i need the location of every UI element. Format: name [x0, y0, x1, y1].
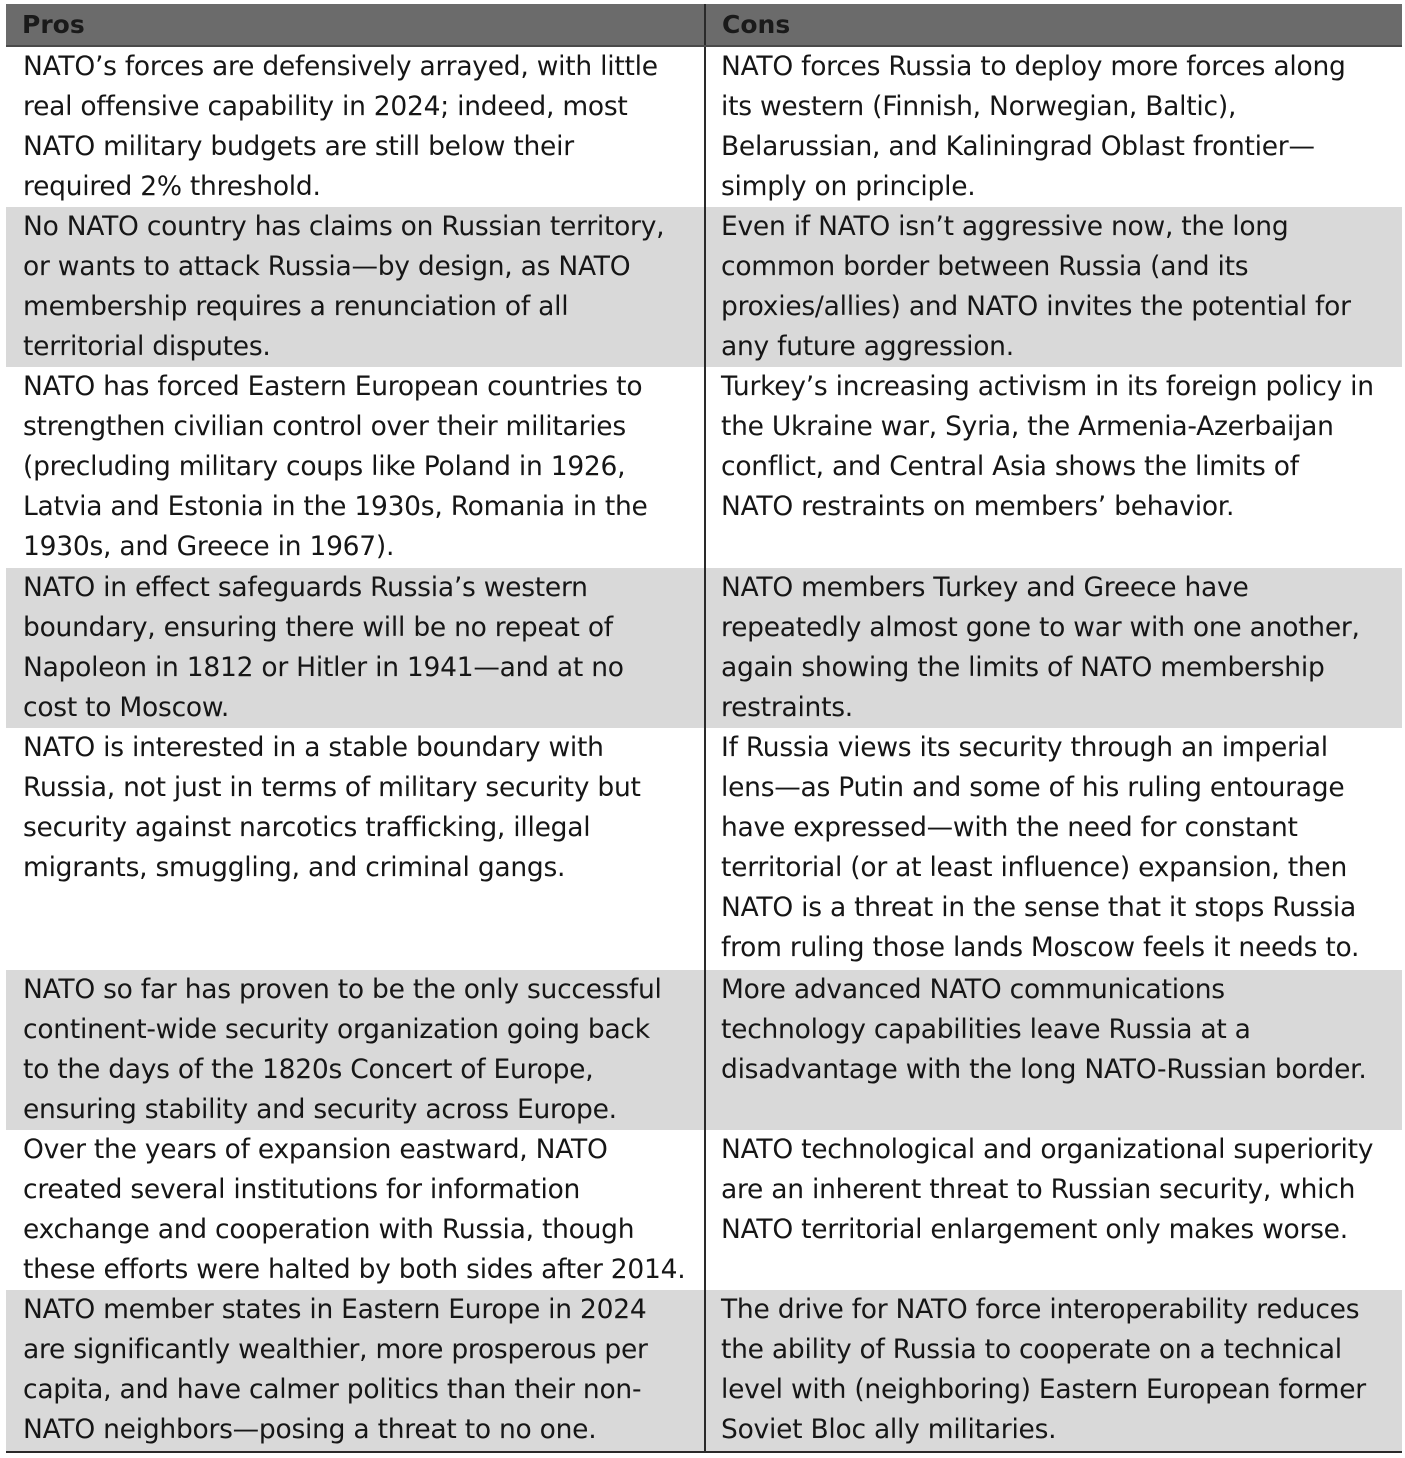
table-row: [6, 568, 1402, 728]
pro-cell: NATO so far has proven to be the only successful continent-wide security organization going back to the days of the 1820s Concert of Europe, ensuring stability and security across Europe.: [6, 970, 705, 1130]
table-row: [6, 367, 1402, 568]
pro-cell: Over the years of expansion eastward, NATO created several institutions for information exchange and cooperation with Russia, though these efforts were halted by both sides after 2014.: [23, 1134, 686, 1285]
con-cell: More advanced NATO communications technology capabilities leave Russia at a disadvantage with the long NATO-Russian border.: [705, 970, 1402, 1130]
con-cell: Turkey’s increasing activism in its foreign policy in the Ukraine war, Syria, the Armenia-Azerbaijan conflict, and Central Asia shows the limits of NATO restraints on members’ behavior.: [705, 367, 1402, 568]
con-cell: Even if NATO isn’t aggressive now, the long common border between Russia (and its proxies/allies) and NATO invites the potential for any future aggression.: [705, 207, 1402, 367]
table-row: [6, 970, 1402, 1130]
table-row: [6, 1290, 1402, 1452]
pro-cell: NATO in effect safeguards Russia’s western boundary, ensuring there will be no repeat of Napoleon in 1812 or Hitler in 1941—and at no cost to Moscow.: [6, 568, 705, 728]
con-cell: If Russia views its security through an imperial lens—as Putin and some of his ruling entourage have expressed—with the need for constant territorial (or at least influence) expansion, then NATO is a threat in the sense that it stops Russia from ruling those lands Moscow feels it needs to.: [705, 728, 1402, 970]
pros-cons-table: [6, 4, 1402, 1453]
pro-cell: NATO’s forces are defensively arrayed, with little real offensive capability in 2024; indeed, most NATO military budgets are still below their required 2% threshold.: [23, 51, 658, 202]
table-row: [6, 46, 1402, 207]
con-cell: NATO technological and organizational superiority are an inherent threat to Russian security, which NATO territorial enlargement only makes worse.: [705, 1130, 1402, 1290]
pro-cell: NATO has forced Eastern European countries to strengthen civilian control over their militaries (precluding military coups like Poland in 1926, Latvia and Estonia in the 1930s, Romania in the 1930s, and Greece in 1967).: [23, 371, 648, 562]
table-row: [6, 728, 1402, 970]
pro-cell: No NATO country has claims on Russian territory, or wants to attack Russia—by design, as NATO membership requires a renunciation of all territorial disputes.: [6, 207, 705, 367]
header-row: [6, 4, 1402, 46]
table-row: [6, 207, 1402, 367]
pros-header: Pros: [6, 4, 705, 46]
pro-cell: NATO is interested in a stable boundary with Russia, not just in terms of military security but security against narcotics trafficking, illegal migrants, smuggling, and criminal gangs.: [23, 732, 641, 883]
table-row: [6, 1130, 1402, 1290]
cons-header: Cons: [705, 4, 1402, 46]
con-cell: The drive for NATO force interoperability reduces the ability of Russia to cooperate on a technical level with (neighboring) Eastern European former Soviet Bloc ally militaries.: [705, 1290, 1402, 1452]
pro-cell: NATO member states in Eastern Europe in 2024 are significantly wealthier, more prosperous per capita, and have calmer politics than their non- NATO neighbors—posing a threat to no one.: [6, 1290, 705, 1452]
con-cell: NATO forces Russia to deploy more forces along its western (Finnish, Norwegian, Baltic), Belarussian, and Kaliningrad Oblast frontier— simply on principle.: [705, 46, 1402, 207]
con-cell: NATO members Turkey and Greece have repeatedly almost gone to war with one another, again showing the limits of NATO membership restraints.: [705, 568, 1402, 728]
